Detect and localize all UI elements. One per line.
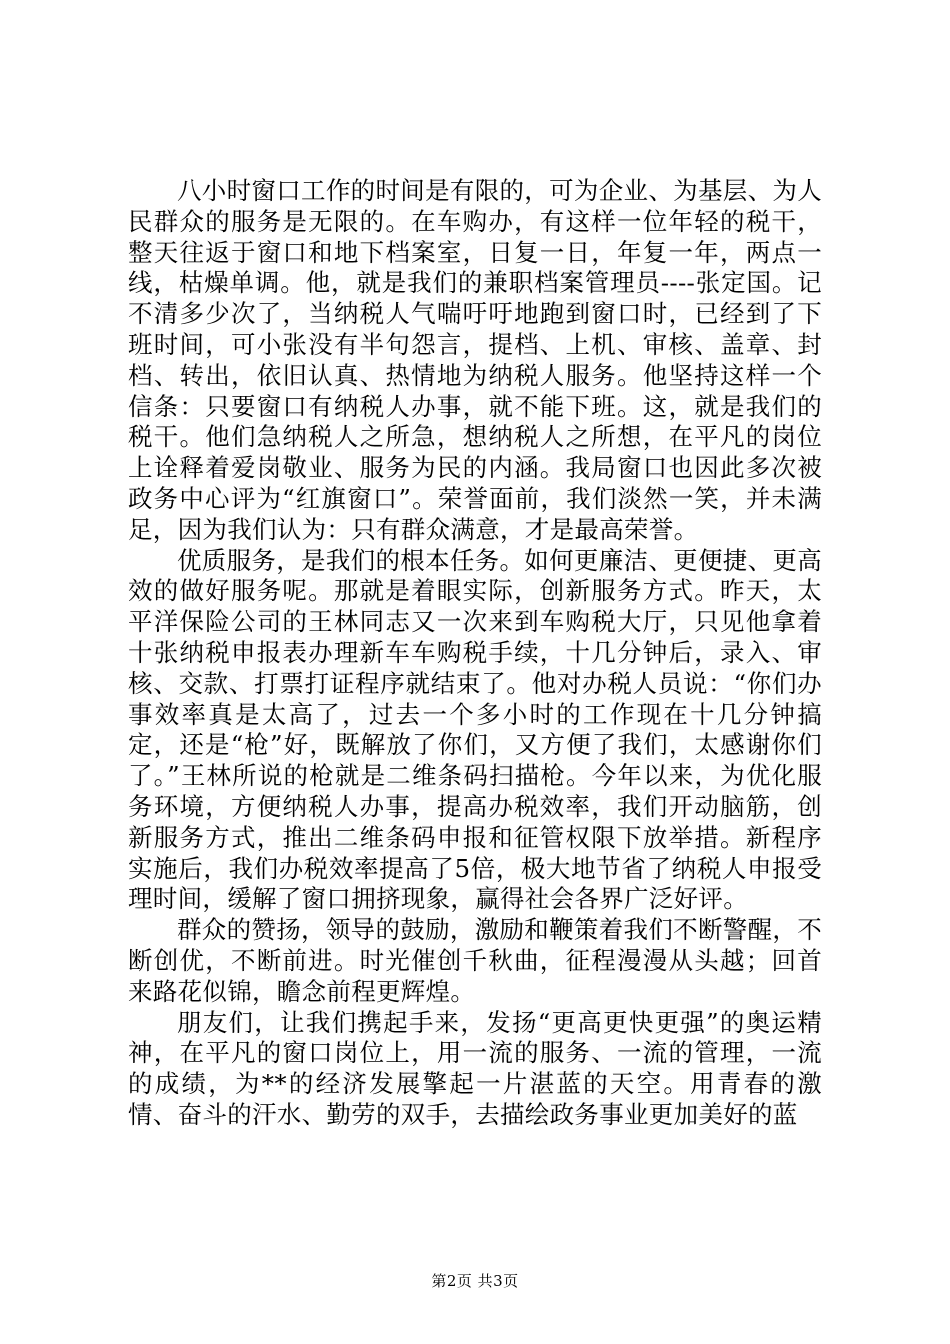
paragraph-3: 群众的赞扬，领导的鼓励，激励和鞭策着我们不断警醒，不断创优，不断前进。时光催创千秋曲，征程漫漫从头越；回首来路花似锦，瞻念前程更辉煌。 [128, 915, 822, 1006]
page-footer: 第2页 共3页 [431, 1272, 519, 1290]
paragraph-4: 朋友们，让我们携起手来，发扬“更高更快更强”的奥运精神，在平凡的窗口岗位上，用一流的服务、一流的管理，一流的成绩，为**的经济发展擎起一片湛蓝的天空。用青春的激情、奋斗的汗水、勤劳的双手，去描绘政务事业更加美好的蓝 [128, 1007, 822, 1129]
document-body [128, 176, 822, 1131]
paragraph-2: 优质服务，是我们的根本任务。如何更廉洁、更便捷、更高效的做好服务呢。那就是着眼实际，创新服务方式。昨天，太平洋保险公司的王林同志又一次来到车购税大厅，只见他拿着十张纳税申报表办理新车车购税手续，十几分钟后，录入、审核、交款、打票打证程序就结束了。他对办税人员说：“你们办事效率真是太高了，过去一个多小时的工作现在十几分钟搞定，还是“枪”好，既解放了你们，又方便了我们，太感谢你们了。”王林所说的枪就是二维条码扫描枪。今年以来，为优化服务环境，方便纳税人办事，提高办税效率，我们开动脑筋，创新服务方式，推出二维条码申报和征管权限下放举措。新程序实施后，我们办税效率提高了5倍，极大地节省了纳税人申报受理时间，缓解了窗口拥挤现象，赢得社会各界广泛好评。 [128, 545, 823, 914]
paragraph-1: 八小时窗口工作的时间是有限的，可为企业、为基层、为人民群众的服务是无限的。在车购办，有这样一位年轻的税干，整天往返于窗口和地下档案室，日复一日，年复一年，两点一线，枯燥单调。他，就是我们的兼职档案管理员----张定国。记不清多少次了，当纳税人气喘吁吁地跑到窗口时，已经到了下班时间，可小张没有半句怨言，提档、上机、审核、盖章、封档、转出，依旧认真、热情地为纳税人服务。他坚持这样一个信条：只要窗口有纳税人办事，就不能下班。这，就是我们的税干。他们急纳税人之所急，想纳税人之所想，在平凡的岗位上诠释着爱岗敬业、服务为民的内涵。我局窗口也因此多次被政务中心评为“红旗窗口”。荣誉面前，我们淡然一笑，并未满足，因为我们认为：只有群众满意，才是最高荣誉。 [128, 176, 822, 544]
